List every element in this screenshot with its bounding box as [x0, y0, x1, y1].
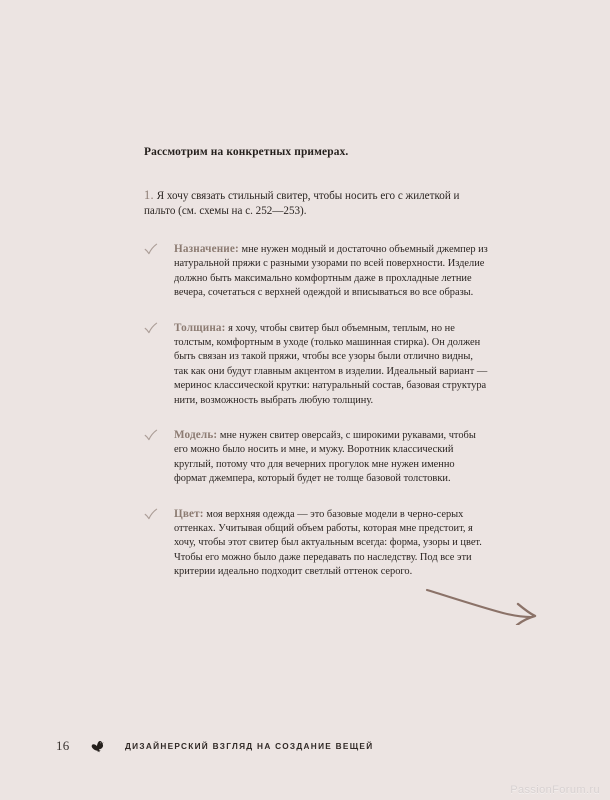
criteria-text: моя верхняя одежда — это базовые модели в черно-серых оттенках. Учитывая общий объем работы, которая мне предстоит, я хочу, чтобы этот свитер был актуальным всегда: форма, узоры и цвет. Чтобы его можно было даже передавать по наследству. Под все эти критерии идеально подходит светлый оттенок серого. [174, 508, 482, 578]
criteria-list [144, 242, 488, 580]
check-icon [144, 322, 158, 335]
hen-icon [90, 739, 105, 754]
criteria-text: я хочу, чтобы свитер был объемным, теплым, но не толстым, комфортным в уходе (только машинная стирка). Он должен быть связан из такой пряжи, чтобы все узоры были отлично видны, так как они будут главным акцентом в изделии. Идеальный вариант — меринос классической крутки: натуральный состав, базовая структура нити, возможность выбрать любую толщину. [174, 322, 488, 406]
criteria-item-thickness [144, 321, 488, 408]
numbered-list-item [144, 188, 488, 220]
criteria-item-purpose [144, 242, 488, 301]
criteria-label: Толщина: [174, 321, 226, 334]
criteria-item-color [144, 507, 488, 580]
criteria-label: Назначение: [174, 242, 239, 255]
watermark: PassionForum.ru [510, 784, 600, 796]
list-number: 1. [144, 187, 154, 202]
check-icon [144, 508, 158, 521]
curved-arrow-right-icon [425, 583, 551, 625]
check-icon [144, 243, 158, 256]
criteria-text: мне нужен модный и достаточно объемный джемпер из натуральной пряжи с разными узорами по всей поверхности. Изделие должно быть максимально комфортным даже в прохладные летние вечера, сочетаться с верхней одеждой и вписываться во все образы. [174, 243, 488, 299]
section-heading: Рассмотрим на конкретных примерах. [144, 146, 349, 158]
check-icon [144, 429, 158, 442]
running-title: ДИЗАЙНЕРСКИЙ ВЗГЛЯД НА СОЗДАНИЕ ВЕЩЕЙ [124, 741, 374, 751]
page-footer [56, 736, 383, 756]
page-content [144, 146, 488, 580]
criteria-label: Цвет: [174, 507, 204, 520]
criteria-item-model [144, 428, 488, 487]
page-number: 16 [56, 738, 70, 753]
criteria-label: Модель: [174, 428, 218, 441]
criteria-text: мне нужен свитер оверсайз, с широкими рукавами, чтобы его можно было носить и мне, и мужу. Воротник классический круглый, потому что для вечерних прогулок мне нужен именно формат джемпера, который будет не толще базовой толстовки. [174, 429, 476, 485]
numbered-item-text: Я хочу связать стильный свитер, чтобы носить его с жилеткой и пальто (см. схемы на с. 252—253). [144, 189, 460, 218]
